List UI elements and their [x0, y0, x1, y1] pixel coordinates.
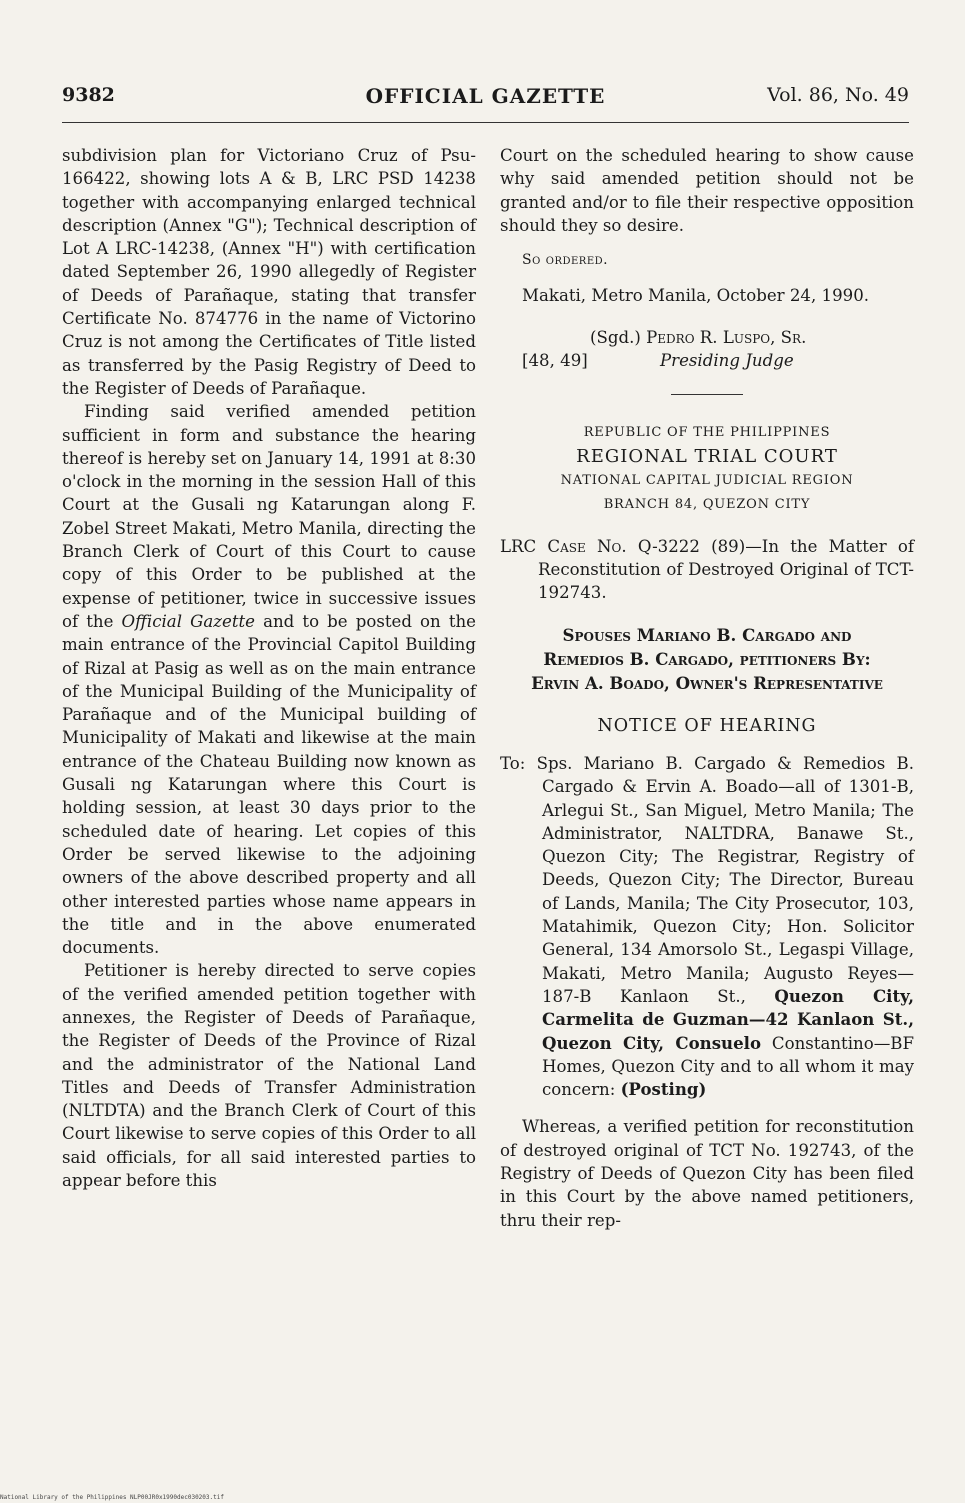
paragraph-petitioner: Petitioner is hereby directed to serve copies of the verified amended petition together with annexes, the Register of Deeds of Parañaque, the Register of Deeds of the Province of Rizal and the administrator of the National Land Titles and Deeds of Transfer Administration (NLTDTA) and the Branch Clerk of Court of this Court likewise to serve copies of this Order to all said officials, for all said interested parties to appear before this [62, 961, 476, 1191]
paragraph-finding [62, 400, 476, 959]
caption-region: NATIONAL CAPITAL JUDICIAL REGION [560, 472, 854, 488]
dateline: Makati, Metro Manila, October 24, 1990. [522, 286, 870, 306]
parties-line-2: Remedios B. Cargado, petitioners By: [543, 648, 871, 669]
signature-block [500, 326, 914, 374]
gazette-title: Official Gazette [121, 611, 255, 631]
signature-line [590, 326, 806, 349]
paragraph-whereas: Whereas, a verified petition for reconstitution of destroyed original of TCT No. 192743, of the Registry of Deeds of Quezon City has been filed in this Court by the above named petitioners, thru their rep- [500, 1117, 914, 1230]
case-text: —In the Matter of Reconstitution of Destroyed Original of TCT-192743. [538, 536, 914, 603]
notice-title: NOTICE OF HEARING [597, 715, 817, 736]
caption-republic: REPUBLIC OF THE PHILIPPINES [583, 424, 831, 440]
judge-name: Pedro R. Luspo, Sr. [646, 327, 807, 347]
judge-title: Presiding Judge [660, 350, 794, 370]
paragraph-continuation: subdivision plan for Victoriano Cruz of Psu-166422, showing lots A & B, LRC PSD 14238 together with accompanying enlarged technical description (Annex "G"); Technical description of Lot A LRC-14238, (Annex "H") with certification dated September 26, 1990 allegedly of Register of Deeds of Parañaque, stating that transfer Certificate No. 874776 in the name of Victorino Cruz is not among the Certificates of Title listed as transferred by the Pasig Registry of Deed to the Register of Deeds of Parañaque. [62, 146, 476, 398]
so-ordered-text: So ordered. [522, 252, 609, 269]
finding-text-a: Finding said verified amended petition sufficient in form and substance the hearing thereof is hereby set on January 14, 1991 at 8:30 o'clock in the morning in the session Hall of this Court at the Gusali ng Katarungan along F. Zobel Street Makati, Metro Manila, directing the Branch Clerk of Court of this Court to cause copy of this Order to be published at the expense of petitioner, twice in successive issues of the [62, 402, 476, 631]
to-bold-text: Quezon City, Carmelita de Guzman—42 Kanlaon St., Quezon City, Consuelo [542, 985, 914, 1053]
so-ordered [522, 247, 914, 272]
section-divider [671, 394, 743, 395]
parties-line-3: Ervin A. Boado, Owner's Representative [531, 672, 883, 693]
issue-reference: [48, 49] [522, 350, 588, 370]
left-column [62, 144, 476, 1192]
sig-prefix: (Sgd.) [590, 327, 647, 347]
right-column [500, 144, 914, 1232]
case-title [500, 535, 914, 605]
to-text-2: Constantino—BF Homes, Quezon City and to all whom it may concern: [542, 1033, 914, 1100]
addressees [500, 752, 914, 1101]
finding-text-b: and to be posted on the main entrance of the Provincial Capitol Building of Rizal at Pasig as well as on the main entrance of the Municipal Building of the Municipality of Parañaque and of the Municipal building of Municipality of Makati and likewise at the main entrance of the Chateau Building now known as Gusali ng Katarungan where this Court is holding session, at least 30 days prior to the scheduled date of hearing. Let copies of this Order be served likewise to the adjoining owners of the above described property and all other interested parties whose name appears in the title and in the above enumerated documents. [62, 611, 477, 958]
paragraph-court: Court on the scheduled hearing to show cause why said amended petition should not be granted and/or to file their respective opposition should they so desire. [500, 146, 914, 235]
volume-number: Vol. 86, No. 49 [767, 84, 909, 106]
caption-branch: BRANCH 84, QUEZON CITY [603, 496, 811, 512]
case-label: LRC Case No. Q-3222 (89) [500, 536, 746, 556]
header-rule [62, 122, 909, 123]
parties-line-1: Spouses Mariano B. Cargado and [562, 624, 852, 645]
page-header [62, 84, 909, 114]
page-number: 9382 [62, 84, 115, 106]
to-text: To: Sps. Mariano B. Cargado & Remedios B. Cargado & Ervin A. Boado—all of 1301-B, Arlegui St., San Miguel, Metro Manila; The Administrator, NALTDRA, Banawe St., Quezon City; The Registrar, Registry of Deeds, Quezon City; The Director, Bureau of Lands, Manila; The City Prosecutor, 103, Matahimik, Quezon City; Hon. Solicitor General, 134 Amorsolo St., Legaspi Village, Makati, Metro Manila; Augusto Reyes—187-B Kanlaon St., [500, 753, 914, 1006]
running-title: OFFICIAL GAZETTE [365, 84, 606, 108]
scan-footer: National Library of the Philippines NLP00JR0x1990dec030203.tif [0, 1494, 224, 1501]
caption-court: REGIONAL TRIAL COURT [576, 445, 838, 467]
posting-label: (Posting) [620, 1079, 707, 1100]
court-caption [500, 421, 914, 517]
parties-block [500, 623, 914, 695]
